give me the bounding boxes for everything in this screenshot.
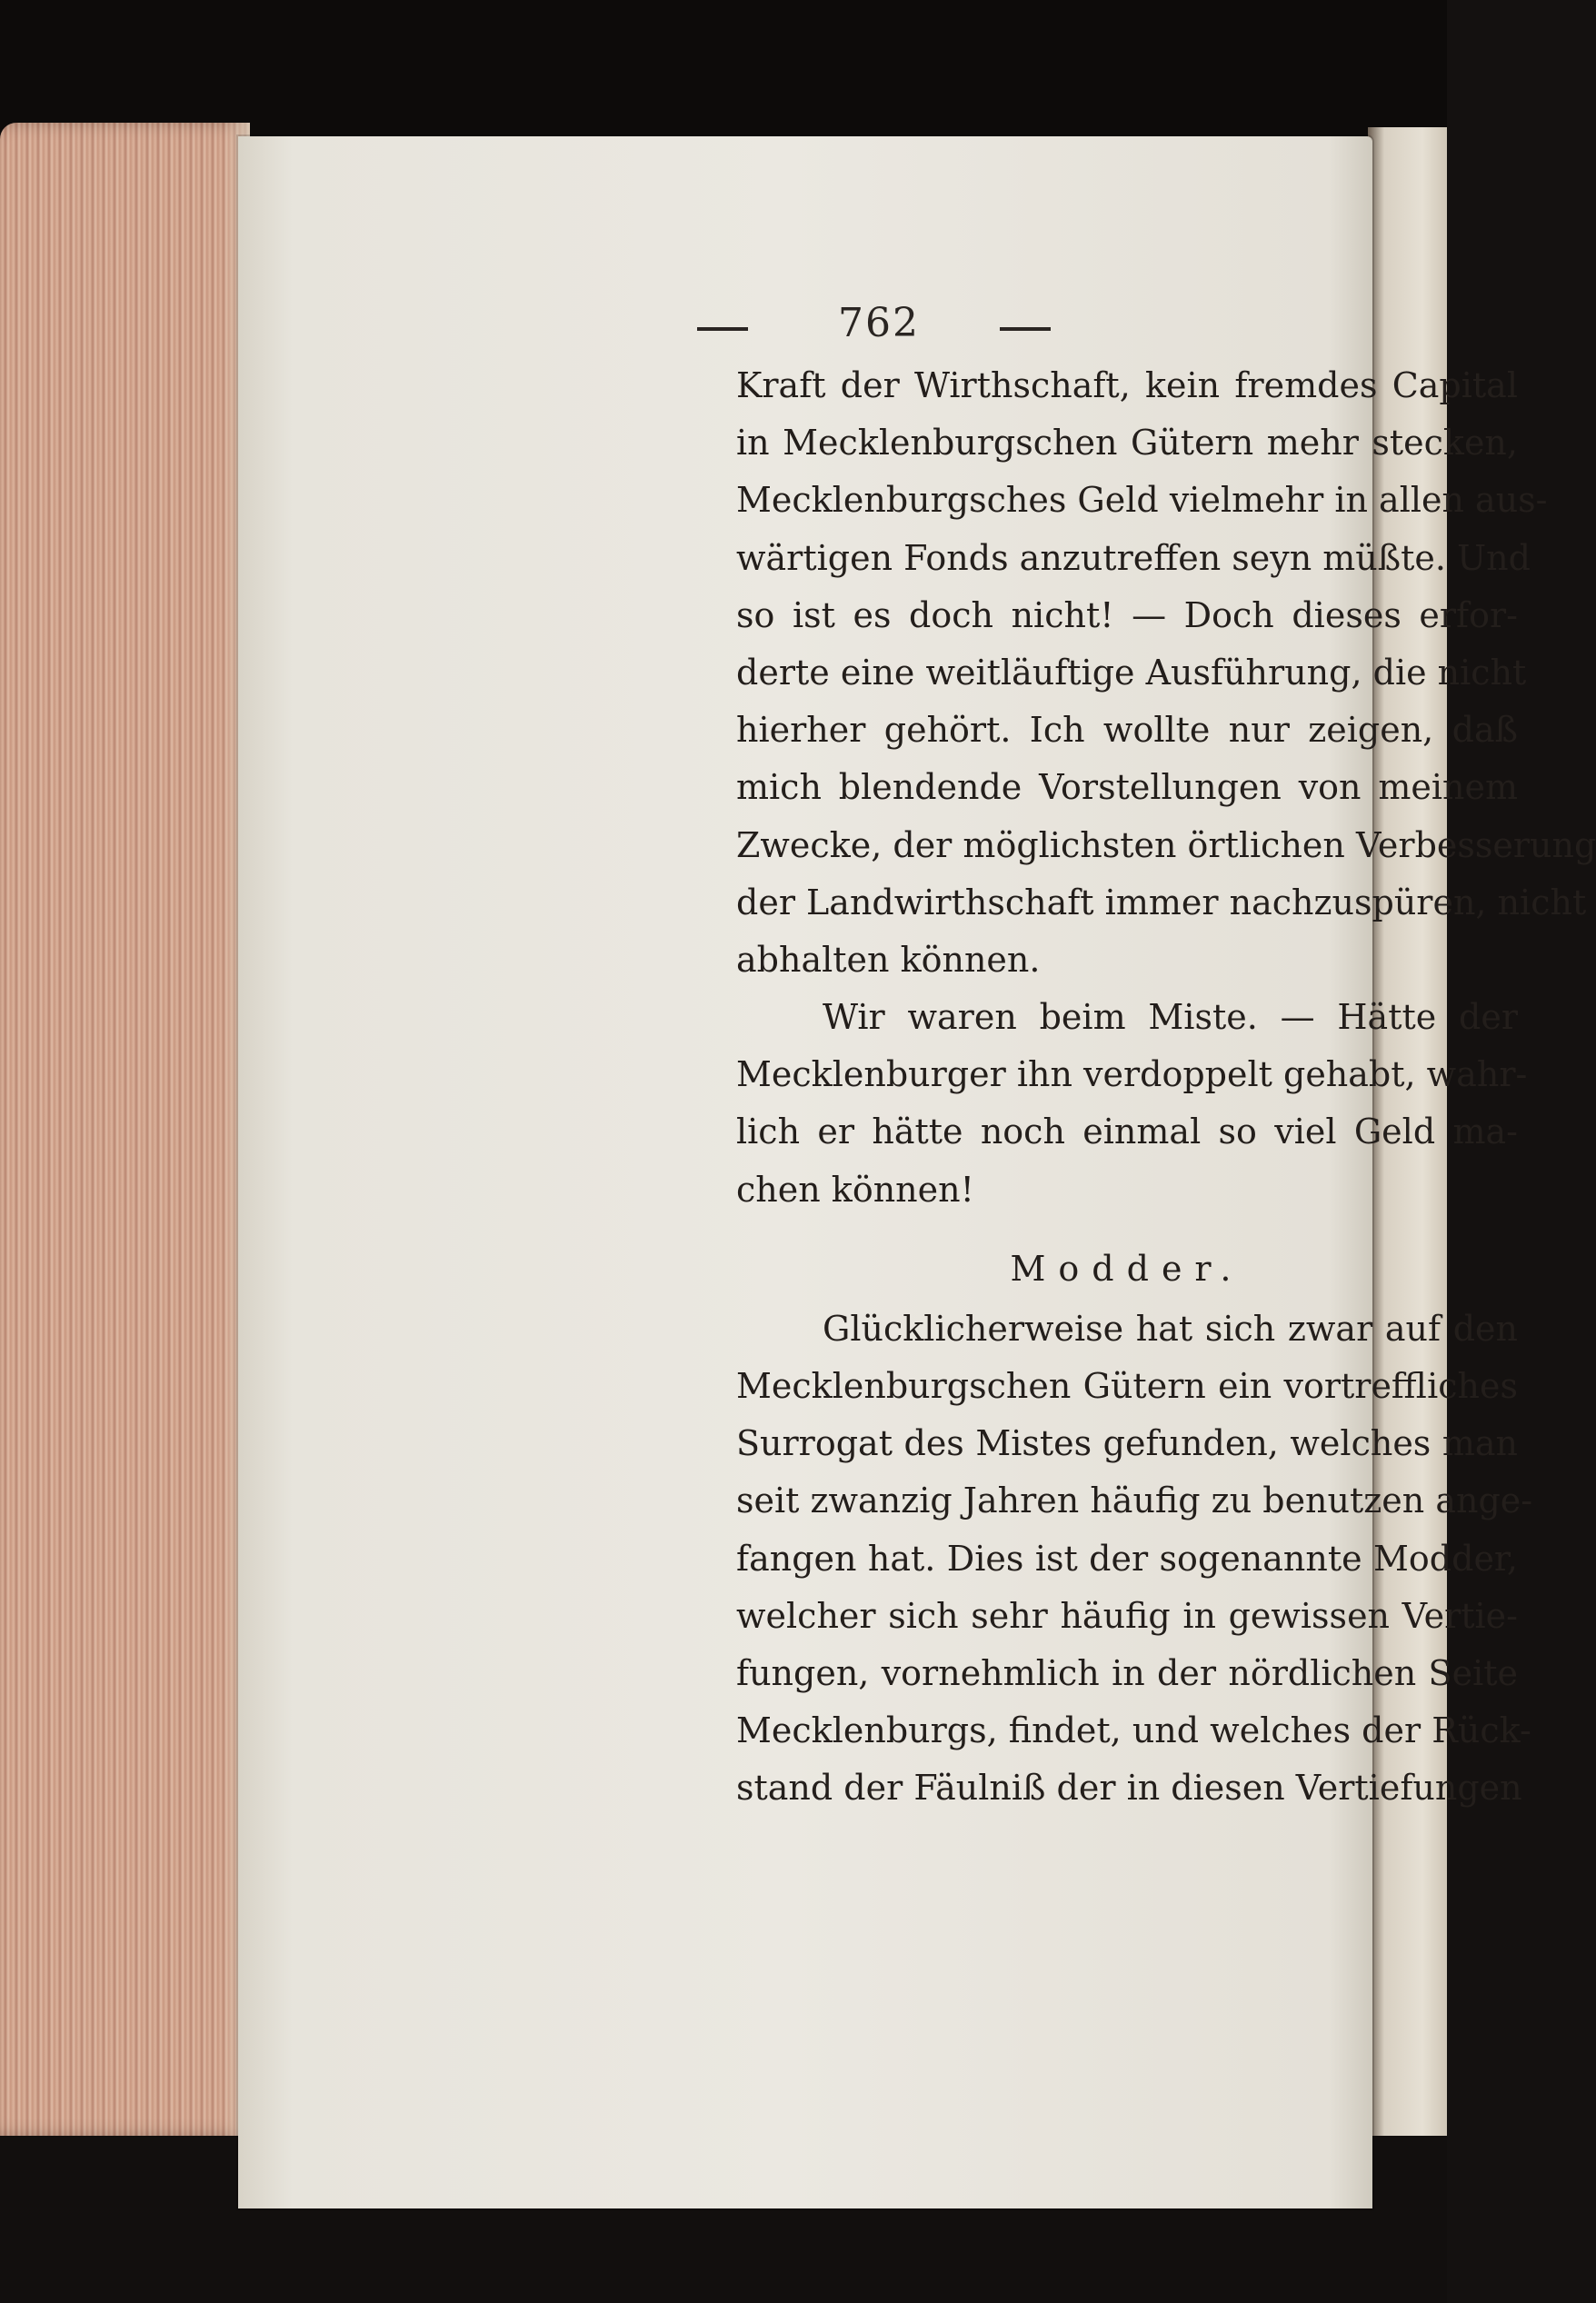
text-line: Mecklenburger ihn verdoppelt gehabt, wahr- (736, 1054, 1528, 1095)
page-number: 762 (838, 300, 920, 346)
page-text (736, 357, 1596, 1818)
text-line: seit zwanzig Jahren häufig zu benutzen ange- (736, 1480, 1533, 1521)
text-line: Zwecke, der möglichsten örtlichen Verbesserung (736, 824, 1596, 865)
text-line: in Mecklenburgschen Gütern mehr stecken, (736, 423, 1518, 464)
text-line: Mecklenburgs, findet, und welches der Rück- (736, 1710, 1531, 1751)
text-line: mich blendende Vorstellungen von meinem (736, 767, 1518, 808)
book-page (238, 136, 1596, 2208)
text-line: Wir waren beim Miste. — Hätte der (823, 997, 1518, 1038)
text-line: stand der Fäulniß der in diesen Vertiefungen (736, 1768, 1522, 1809)
header-dash-right (1000, 327, 1051, 331)
header-dash-left (697, 327, 748, 331)
text-line: Mecklenburgschen Gütern ein vortreffliches (736, 1366, 1518, 1406)
text-line: der Landwirthschaft immer nachzuspüren, nicht (736, 882, 1587, 922)
text-line: derte eine weitläuftige Ausführung, die nicht (736, 652, 1527, 693)
text-line: Glücklicherweise hat sich zwar auf den (823, 1308, 1518, 1349)
text-line: fungen, vornehmlich in der nördlichen Seite (736, 1652, 1518, 1693)
text-line: hierher gehört. Ich wollte nur zeigen, daß (736, 710, 1518, 751)
text-line: chen können! (736, 1169, 974, 1210)
text-line: fangen hat. Dies ist der sogenannte Modder, (736, 1538, 1518, 1579)
text-line: Mecklenburgsches Geld vielmehr in allen aus- (736, 480, 1548, 521)
text-line: abhalten können. (736, 939, 1041, 980)
text-line: Surrogat des Mistes gefunden, welches man (736, 1423, 1518, 1464)
text-line: so ist es doch nicht! — Doch dieses erfor- (736, 594, 1518, 635)
text-line: welcher sich sehr häufig in gewissen Vertie- (736, 1595, 1518, 1636)
section-heading: Modder. (1010, 1248, 1244, 1289)
book-page-edges (0, 123, 250, 2136)
text-line: lich er hätte noch einmal so viel Geld ma- (736, 1112, 1518, 1152)
text-line: Kraft der Wirthschaft, kein fremdes Capital (736, 365, 1518, 405)
text-line: wärtigen Fonds anzutreffen seyn müßte. Und (736, 537, 1531, 578)
background-top (0, 0, 1447, 136)
